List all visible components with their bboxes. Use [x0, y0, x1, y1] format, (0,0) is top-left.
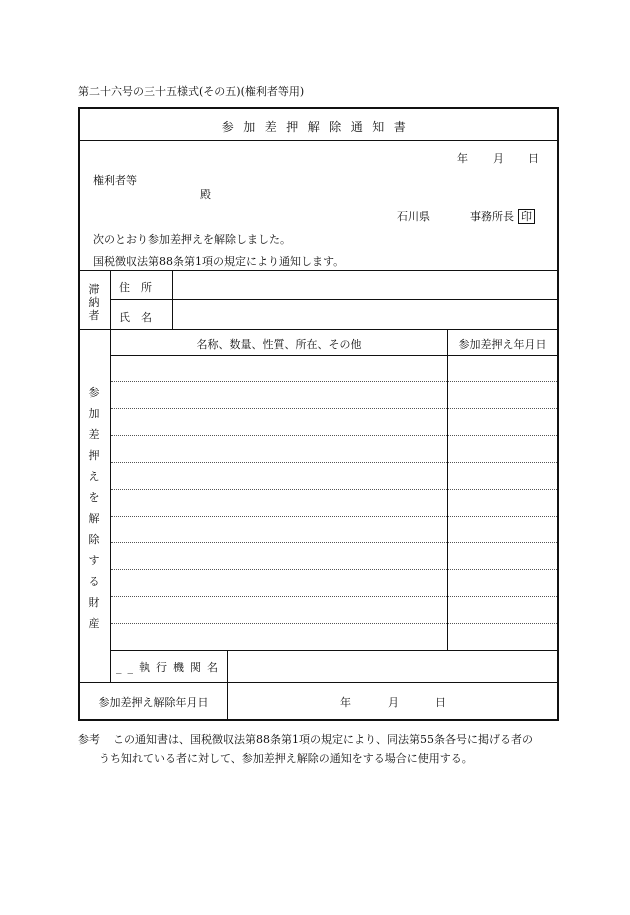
form-number-label: 第二十六号の三十五様式(その五)(権利者等用) [78, 85, 305, 98]
execution-agency-label: __執行機関名 [116, 661, 224, 674]
note-prefix: 参考 [78, 733, 100, 746]
issuer-prefecture: 石川県 [397, 210, 430, 223]
execution-agency-field[interactable] [229, 652, 555, 680]
body-line-1: 次のとおり参加差押えを解除しました。 [93, 233, 291, 246]
note-line-1: この通知書は、国税徴収法第88条第1項の規定により、同法第55条各号に掲げる者の [113, 733, 533, 746]
name-field[interactable] [175, 302, 555, 327]
form-title: 参加差押解除通知書 [221, 120, 416, 134]
property-description-area[interactable] [112, 358, 446, 648]
col-description-header: 名称、数量、性質、所在、その他 [196, 338, 362, 351]
name-label: 氏 名 [119, 311, 152, 324]
col-date-header: 参加差押え年月日 [458, 338, 547, 351]
honorific: 殿 [200, 188, 211, 201]
body-line-2: 国税徴収法第88条第1項の規定により通知します。 [93, 255, 345, 268]
release-date-label: 参加差押え解除年月日 [98, 696, 209, 709]
address-field[interactable] [175, 273, 555, 297]
property-date-area[interactable] [449, 358, 556, 648]
note-line-2: うち知れている者に対して、参加差押え解除の通知をする場合に使用する。 [99, 752, 473, 765]
recipient-label: 権利者等 [93, 174, 137, 187]
seal-mark: 印 [518, 209, 535, 224]
issuer-office-title: 事務所長 印 [470, 208, 535, 224]
address-label: 住 所 [119, 281, 152, 294]
